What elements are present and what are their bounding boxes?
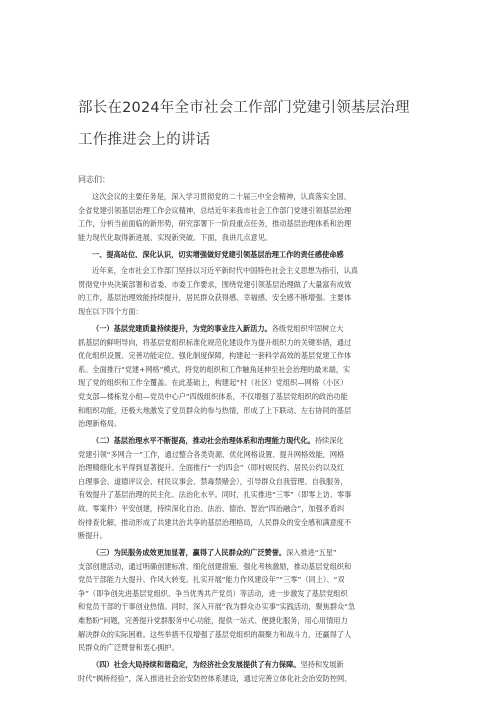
point-4-line: 时代“枫桥经验”，深入推进社会治安防控体系建设，通过完善立体化社会治安防控网、 bbox=[78, 673, 352, 683]
point-1-line: 党支部—楼栋党小组—党员中心户”四级组织体系，不仅增强了基层党组织的政治功能 bbox=[78, 391, 348, 401]
section-1-line: 现在以下四个方面： bbox=[78, 306, 143, 316]
point-4-paragraph bbox=[78, 658, 424, 685]
point-3-lead: （三）为民服务成效更加显著，赢得了人民群众的广泛赞誉。 bbox=[92, 548, 287, 557]
section-1-line: 近年来，全市社会工作部门坚持以习近平新时代中国特色社会主义思想为指引，认真 bbox=[92, 266, 358, 275]
intro-line: 这次会议的主要任务是，深入学习贯彻党的二十届三中全会精神，认真落实全国、 bbox=[92, 192, 351, 201]
point-2-line: 白理事会、道德评议会、村民议事会、禁毒禁赌会），引导群众自我管理、自我服务， bbox=[78, 476, 348, 486]
point-3-line: 支部创建活动，通过明确创建标准、细化创建措施、强化考核激励，推动基层党组织和 bbox=[78, 561, 352, 571]
point-1-line: 现了党的组织和工作全覆盖。在此基础上，构建起“村（社区）党组织—网格（小区） bbox=[78, 378, 348, 388]
point-3-line: 难愁盼”问题，完善提升党群服务中心功能，提供一站式、便捷化服务，用心用情用力 bbox=[78, 615, 348, 625]
point-1-line: 抓基层的鲜明导向，将基层党组织标准化规范化建设作为提升组织力的关键举措，通过 bbox=[78, 337, 352, 347]
section-1-heading-block bbox=[78, 248, 424, 262]
section-1-heading: 一、提高站位、深化认识，切实增强做好党建引领基层治理工作的责任感使命感 bbox=[92, 250, 344, 259]
point-3-line: 党员干部能力大提升、作风大转变。扎实开展“能力作风建设年”“三零”（同上）、“双 bbox=[78, 575, 345, 585]
point-2-line: 有效提升了基层治理的民主化、法治化水平。同时，扎实推进“三零”（即零上访、零事 bbox=[78, 490, 352, 500]
section-1-line: 贯彻党中央决策部署和省委、市委工作要求，围绕党建引领基层治理做了大量富有成效 bbox=[78, 279, 352, 289]
point-1-lead: （一）基层党建质量持续提升，为党的事业注入新活力。 bbox=[92, 324, 272, 333]
greeting: 同志们： bbox=[78, 175, 110, 184]
point-2-lead: （二）基层治理水平不断提高，推动社会治理体系和治理能力现代化。 bbox=[92, 436, 315, 445]
point-2-paragraph bbox=[78, 434, 424, 543]
point-1-line: 和组织功能，还极大地激发了党员群众的参与热情，形成了上下联动、左右协同的基层 bbox=[78, 405, 352, 415]
intro-paragraph bbox=[78, 190, 424, 244]
point-1-line: 系。全面推行“党建+网格”模式，将党的组织和工作触角延伸至社会治理的最末端，实 bbox=[78, 364, 351, 374]
point-2-line: 党建引领“多网合一”工作，通过整合各类资源、优化网格设置、提升网格效能，网格 bbox=[78, 449, 345, 459]
intro-line: 能力现代化取得新进展、实现新突破。下面，我讲几点意见。 bbox=[78, 232, 273, 242]
point-3-line: 民群众的广泛赞誉和衷心拥护。 bbox=[78, 643, 179, 653]
document-title-line-1: 部长在2024年全市社会工作部门党建引领基层治理 bbox=[78, 100, 410, 116]
point-2-first-rest: 持续深化 bbox=[314, 436, 344, 445]
point-2-line: 纷排查化解，推动形成了共建共治共享的基层治理格局，人民群众的安全感和满意度不 bbox=[78, 517, 352, 527]
section-1-line: 的工作，基层治理效能持续提升，居民群众获得感、幸福感、安全感不断增强。主要体 bbox=[78, 293, 352, 303]
point-3-line: 解决群众的实际困难。这些举措不仅增强了基层党组织的凝聚力和战斗力，还赢得了人 bbox=[78, 629, 352, 639]
point-4-first-rest: 坚持和发展新 bbox=[300, 660, 344, 669]
point-3-line: 争”（即争创先进基层党组织、争当优秀共产党员）等活动，进一步激发了基层党组织 bbox=[78, 588, 348, 598]
point-1-line: 治理新格局。 bbox=[78, 419, 122, 429]
point-1-paragraph bbox=[78, 322, 424, 431]
point-2-line: 治理精细化水平得到显著提升。全面推行“一约四会”（即村规民约、居民公约以及红 bbox=[78, 463, 345, 473]
point-3-paragraph bbox=[78, 546, 424, 655]
intro-line: 全省党建引领基层治理工作会议精神，总结近年来我市社会工作部门党建引领基层治理 bbox=[78, 205, 352, 215]
point-3-line: 和党员干部的干事创业热情。同时，深入开展“我为群众办实事”实践活动，聚焦群众“急 bbox=[78, 602, 356, 612]
point-4-lead: （四）社会大局持续和谐稳定，为经济社会发展提供了有力保障。 bbox=[92, 660, 301, 669]
section-1-intro bbox=[78, 264, 424, 318]
point-2-line: 故、零案件）平安创建，持续深化自治、法治、德治、智治“四治融合”，加强矛盾纠 bbox=[78, 503, 345, 513]
point-2-line: 断提升。 bbox=[78, 531, 107, 541]
point-3-first-rest: 深入推进“五星” bbox=[286, 548, 337, 557]
point-1-first-rest: 各级党组织牢固树立大 bbox=[271, 324, 344, 333]
intro-line: 工作，分析当前面临的新形势，研究部署下一阶段重点任务，推动基层治理体系和治理 bbox=[78, 219, 352, 229]
point-1-line: 优化组织设置、完善功能定位、强化制度保障，构建起一套科学高效的基层党建工作体 bbox=[78, 351, 352, 361]
document-title-line-2: 工作推进会上的讲话 bbox=[78, 132, 211, 148]
